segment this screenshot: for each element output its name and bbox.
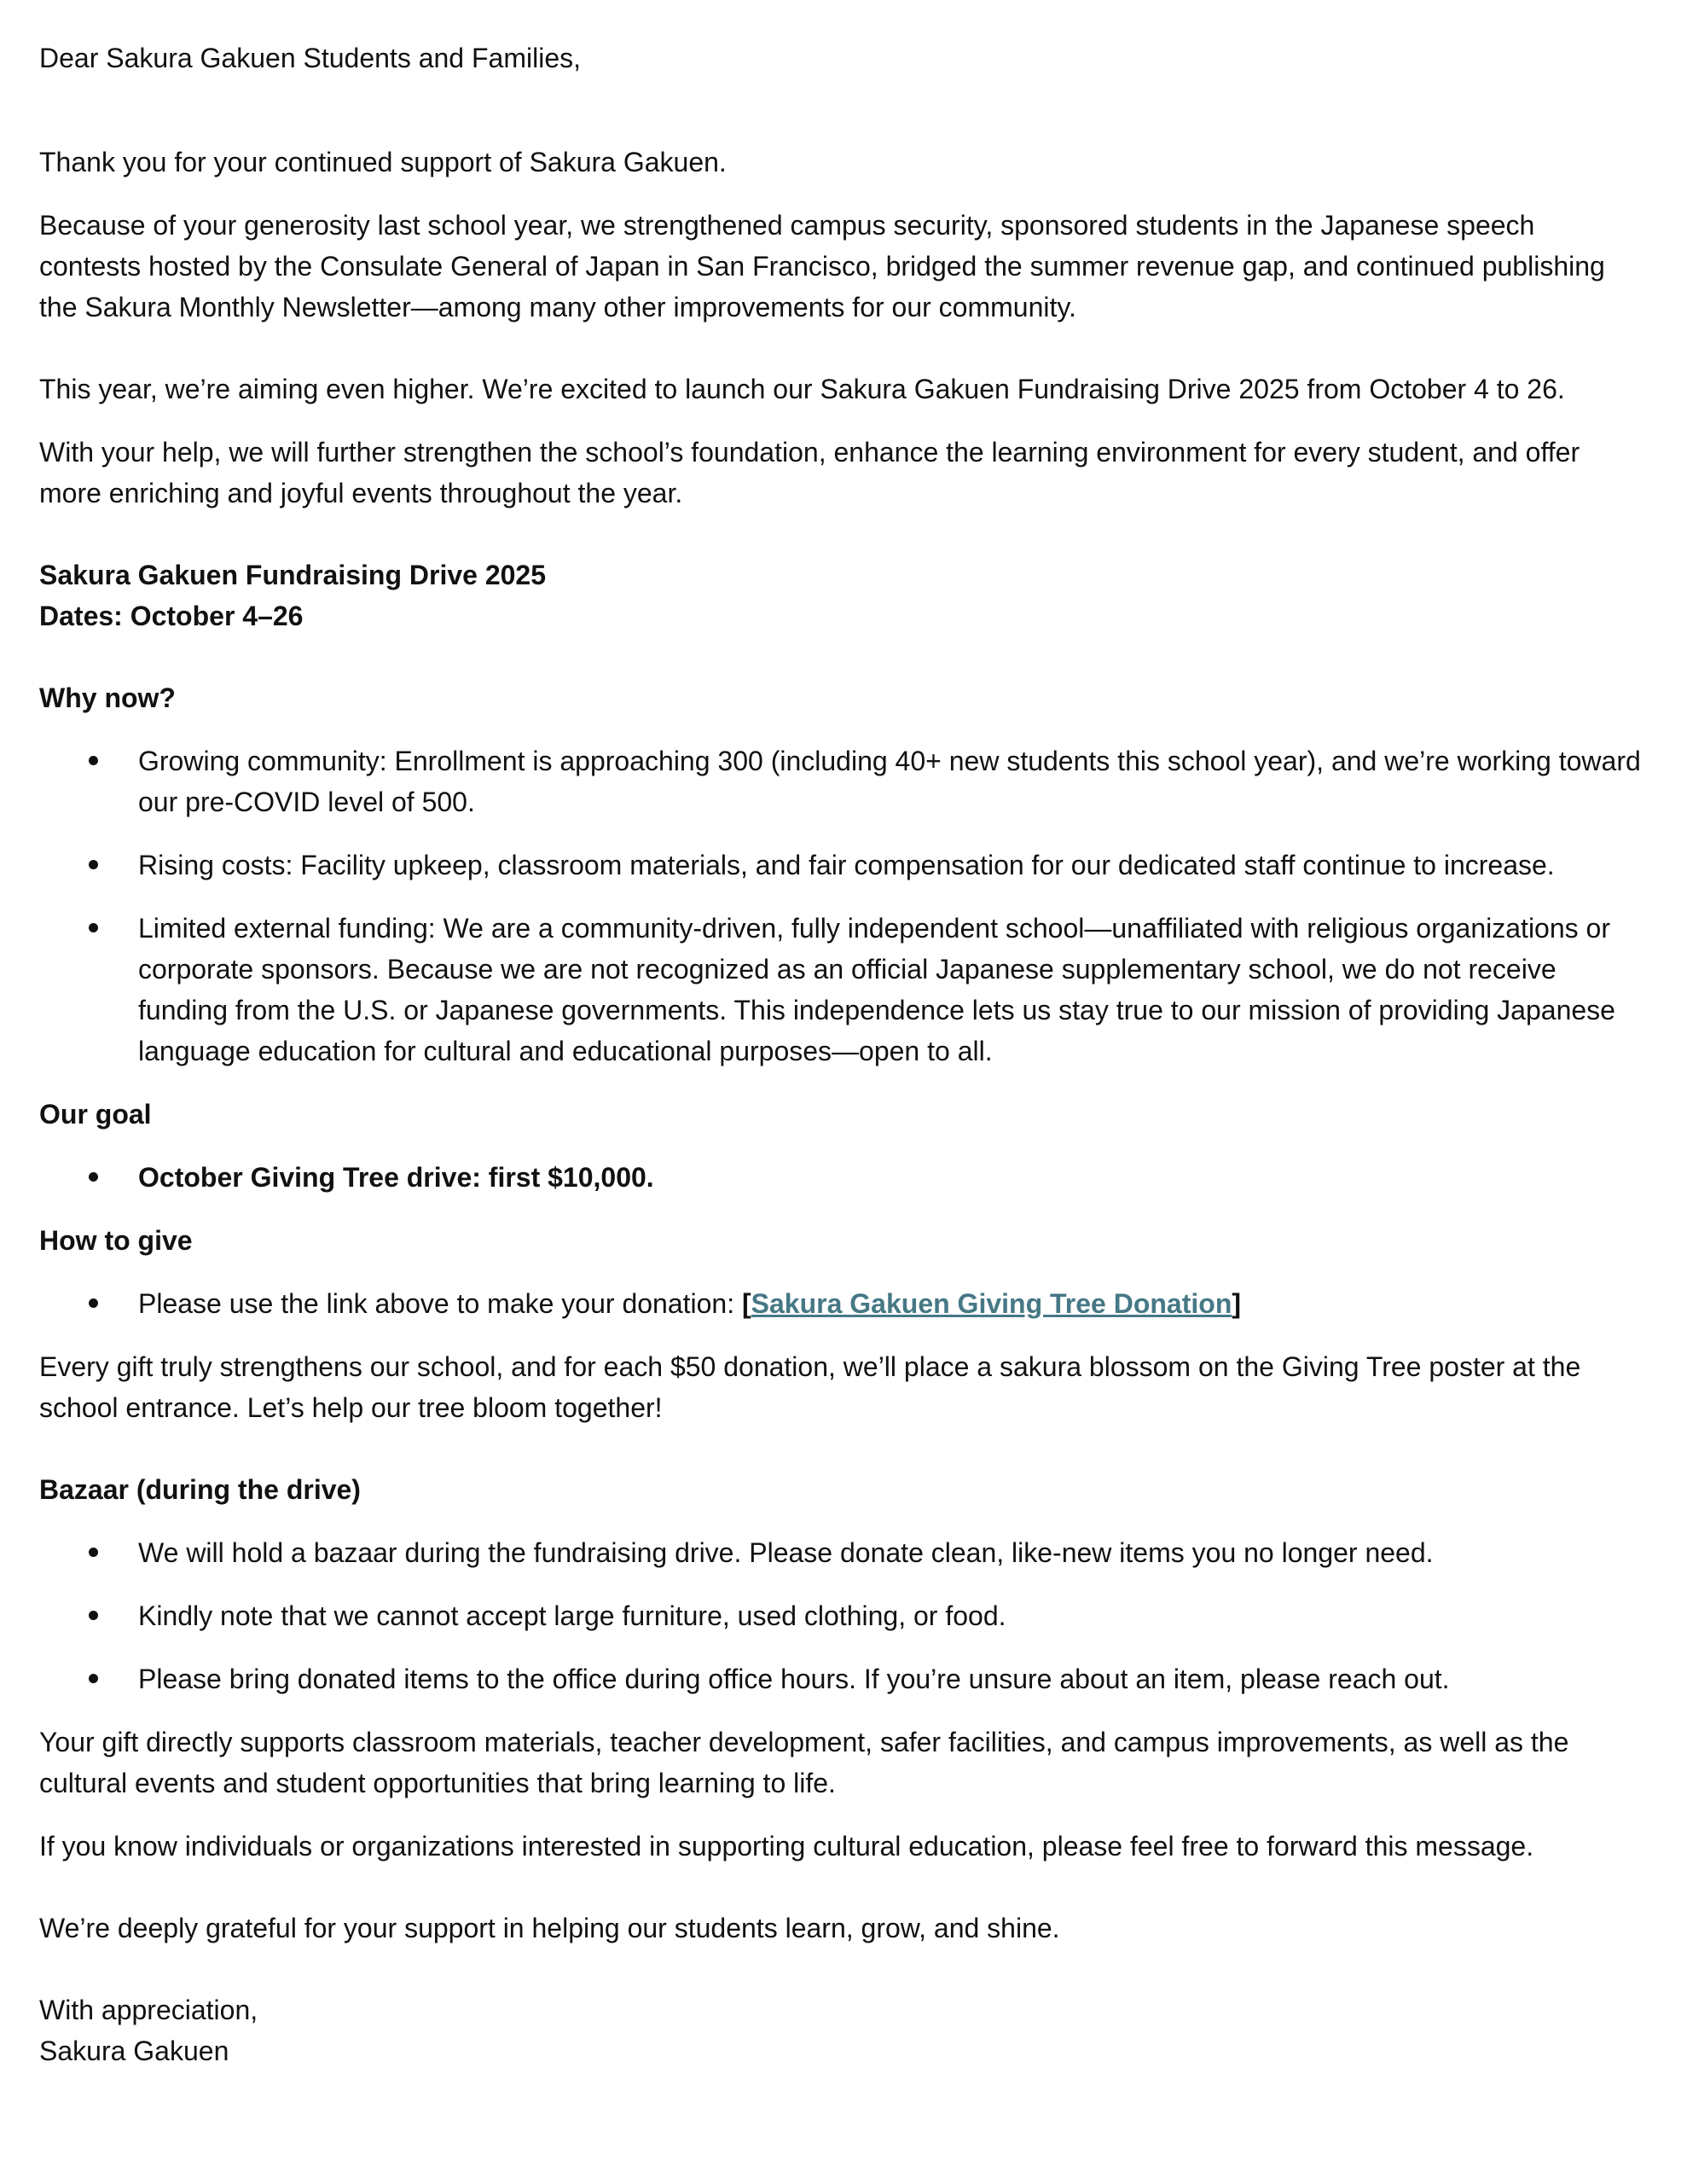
list-item-text: We will hold a bazaar during the fundraising drive. Please donate clean, like-new items you no longer need. <box>138 1537 1434 1568</box>
list-item-text: Growing community: Enrollment is approaching 300 (including 40+ new students this school year), and we’re working toward our pre-COVID level of 500. <box>138 746 1641 817</box>
list-item-text: Please bring donated items to the office during office hours. If you’re unsure about an item, please reach out. <box>138 1664 1450 1694</box>
blossom-paragraph: Every gift truly strengthens our school, and for each $50 donation, we’ll place a sakura blossom on the Giving Tree poster at the school entrance. Let’s help our tree bloom together! <box>39 1351 1581 1423</box>
bullet-icon <box>89 1674 98 1683</box>
bazaar-heading: Bazaar (during the drive) <box>39 1474 361 1505</box>
bazaar-list <box>39 1532 1643 1699</box>
list-item-text: Kindly note that we cannot accept large furniture, used clothing, or food. <box>138 1600 1006 1631</box>
bullet-icon <box>89 1611 98 1620</box>
bullet-icon <box>89 1298 98 1308</box>
goal-text: October Giving Tree drive: first $10,000. <box>138 1162 654 1193</box>
grateful-paragraph: We’re deeply grateful for your support in helping our students learn, grow, and shine. <box>39 1913 1060 1943</box>
supports-paragraph: Your gift directly supports classroom materials, teacher development, safer facilities, and campus improvements, as well as the cultural events and student opportunities that bring learning to life. <box>39 1727 1569 1798</box>
list-item <box>39 741 1643 822</box>
drive-dates: Dates: October 4–26 <box>39 601 304 631</box>
list-item <box>39 1532 1643 1573</box>
donation-link[interactable]: Sakura Gakuen Giving Tree Donation <box>751 1288 1232 1319</box>
thanks-paragraph: Thank you for your continued support of Sakura Gakuen. <box>39 147 727 177</box>
bracket-close: ] <box>1232 1288 1242 1319</box>
bullet-icon <box>89 1172 98 1182</box>
goal-list <box>39 1157 1643 1198</box>
bullet-icon <box>89 923 98 932</box>
why-now-heading: Why now? <box>39 682 176 713</box>
why-now-list <box>39 741 1643 1072</box>
greeting: Dear Sakura Gakuen Students and Families, <box>39 43 581 73</box>
list-item <box>39 1157 1643 1198</box>
how-to-give-heading: How to give <box>39 1225 193 1256</box>
bullet-icon <box>89 1548 98 1557</box>
drive-heading-block <box>39 555 1643 636</box>
goal-heading: Our goal <box>39 1099 152 1130</box>
letter <box>39 38 1643 2071</box>
list-item-text: Limited external funding: We are a community-driven, fully independent school—unaffiliated with religious organizations or corporate sponsors. Because we are not recognized as an official Japanese supplementary school, we do not receive funding from the U.S. or Japanese governments. This independence lets us stay true to our mission of providing Japanese language education for cultural and educational purposes—open to all. <box>138 913 1615 1066</box>
list-item-text: Rising costs: Facility upkeep, classroom materials, and fair compensation for our dedicated staff continue to increase. <box>138 850 1555 880</box>
bullet-icon <box>89 756 98 765</box>
list-item <box>39 1595 1643 1636</box>
list-item <box>39 908 1643 1072</box>
help-paragraph: With your help, we will further strengthen the school’s foundation, enhance the learning environment for every student, and offer more enriching and joyful events throughout the year. <box>39 437 1580 508</box>
forward-paragraph: If you know individuals or organizations interested in supporting cultural education, please feel free to forward this message. <box>39 1831 1534 1862</box>
signature: Sakura Gakuen <box>39 2036 229 2066</box>
list-item <box>39 1658 1643 1699</box>
donation-prefix: Please use the link above to make your donation: <box>138 1288 742 1319</box>
drive-title: Sakura Gakuen Fundraising Drive 2025 <box>39 560 547 590</box>
signoff-block <box>39 1989 1643 2071</box>
list-item <box>39 845 1643 886</box>
generosity-paragraph: Because of your generosity last school year, we strengthened campus security, sponsored students in the Japanese speech contests hosted by the Consulate General of Japan in San Francisco, bridged the summer revenue gap, and continued publishing the Sakura Monthly Newsletter—among many other improvements for our community. <box>39 210 1605 322</box>
aiming-paragraph: This year, we’re aiming even higher. We’re excited to launch our Sakura Gakuen Fundraising Drive 2025 from October 4 to 26. <box>39 374 1565 404</box>
how-to-give-list <box>39 1283 1643 1324</box>
bullet-icon <box>89 860 98 869</box>
bracket-open: [ <box>742 1288 751 1319</box>
signoff-line: With appreciation, <box>39 1995 258 2025</box>
list-item <box>39 1283 1643 1324</box>
